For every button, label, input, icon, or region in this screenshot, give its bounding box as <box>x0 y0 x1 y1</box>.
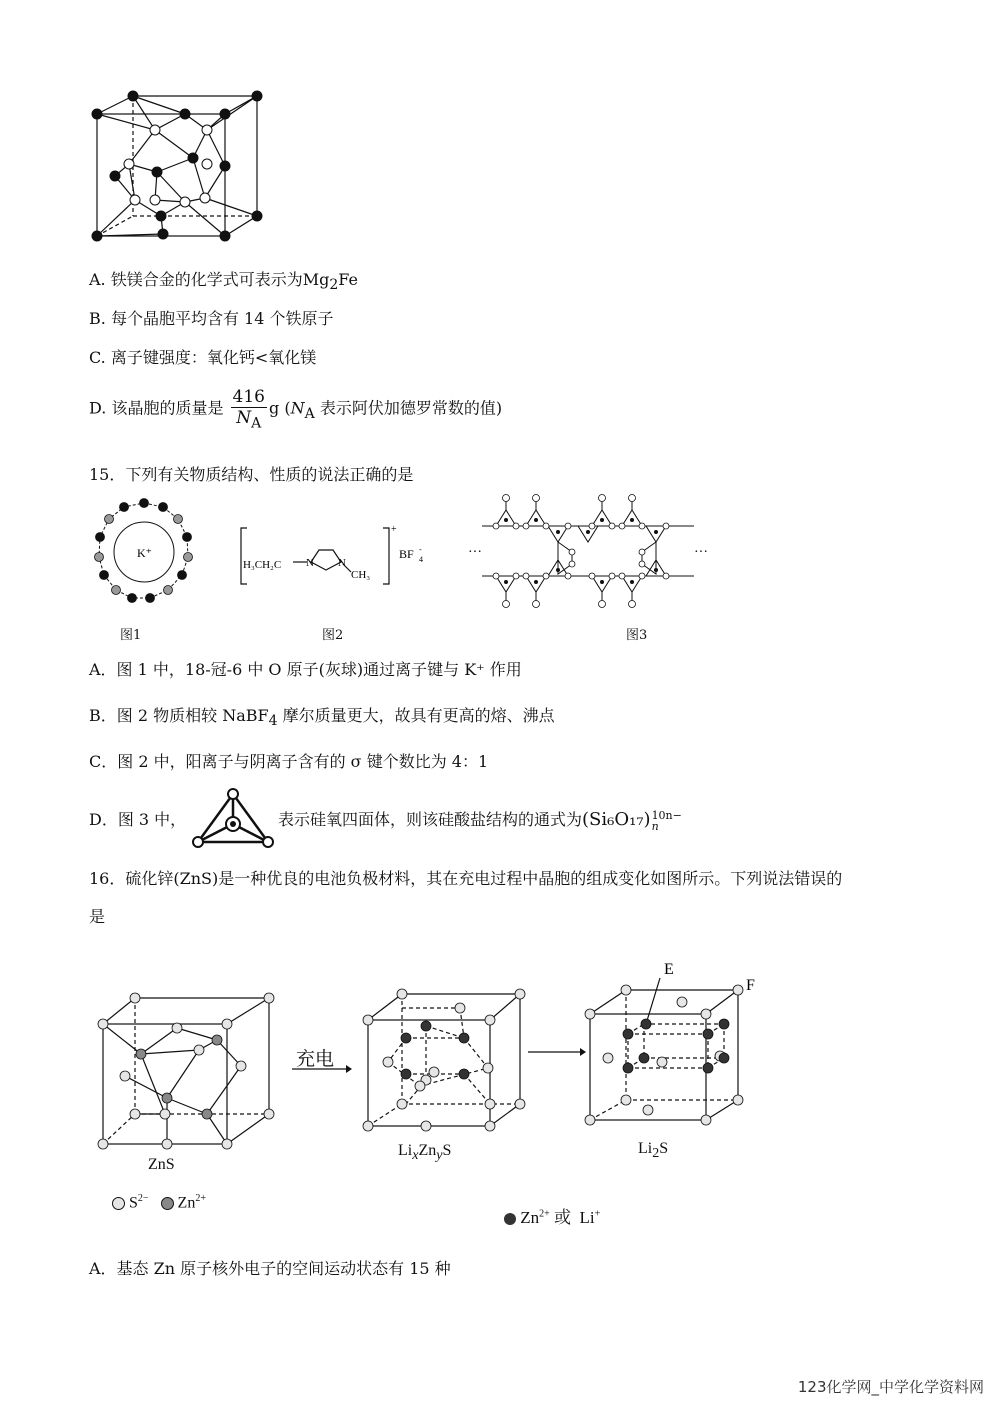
zinc-ion-icon <box>161 1197 174 1210</box>
anion-sup: - <box>419 545 422 554</box>
q15-option-b: B．图 2 物质相较 NaBF$_4$ 摩尔质量更大，故具有更高的熔、沸点 <box>89 706 555 730</box>
lixzny-unit-cell <box>360 986 530 1134</box>
methyl-group-label: CH₃ <box>351 569 371 581</box>
q16-option-a: A．基态 Zn 原子核外电子的空间运动状态有 15 种 <box>89 1259 451 1278</box>
q14-option-c: C. 离子键强度：氧化钙<氧化镁 <box>89 348 317 367</box>
cation-charge: + <box>391 524 397 535</box>
process-arrow-icon <box>526 1045 588 1059</box>
fig1-label: 图1 <box>120 628 142 643</box>
zns-label: ZnS <box>148 1156 175 1173</box>
fig2-label: 图2 <box>322 628 344 643</box>
legend-zns: $S^{2-}$ $Zn^{2+}$ <box>112 1193 206 1212</box>
fig3-label: 图3 <box>626 628 648 643</box>
silicon-oxygen-tetrahedron-icon <box>190 786 276 852</box>
mass-fraction: $\frac{416}{N_A}$ <box>232 387 265 432</box>
potassium-ion-label: K⁺ <box>137 546 152 560</box>
label-f: F <box>746 977 755 994</box>
footer-watermark: 123化学网_中学化学资料网 <box>797 1378 984 1396</box>
q15-option-c: C．图 2 中，阳离子与阴离子含有的 σ 键个数比为 4：1 <box>89 752 489 771</box>
chain-continues-left: ··· <box>468 545 482 560</box>
li2s-unit-cell <box>582 958 782 1130</box>
anion-label: BF <box>399 547 414 561</box>
q16-stem-line1: 16．硫化锌(ZnS)是一种优良的电池负极材料，其在充电过程中晶胞的组成变化如图所示。下列说法错误的 <box>89 869 843 888</box>
zinc-or-lithium-ion-icon <box>504 1213 516 1225</box>
q15-option-d-text: 表示硅氧四面体，则该硅酸盐结构的通式为(Si₆O₁₇) 10n− n <box>278 808 682 833</box>
charge-label: 充电 <box>296 1048 335 1070</box>
iron-magnesium-cell-figure <box>85 84 265 249</box>
q14-option-a: A. 铁镁合金的化学式可表示为$Mg_2Fe$ <box>89 270 358 294</box>
q16-stem-line2: 是 <box>89 907 106 926</box>
crown-ether-figure <box>88 495 200 610</box>
lixzny-label: $Li_xZn_yS$ <box>398 1142 452 1164</box>
chain-continues-right: ··· <box>694 545 708 560</box>
nitrogen-1-label: N <box>306 557 314 569</box>
silicate-chain-figure <box>468 490 716 620</box>
q14-option-d: D. 该晶胞的质量是 $\frac{416}{N_A}$ g ($N_A$ 表示阿伏加德罗常数的值) <box>89 387 503 432</box>
sulfide-ion-icon <box>112 1197 125 1210</box>
nitrogen-2-label: N <box>338 557 346 569</box>
legend-mixed: $Zn^{2+}$ 或 Li+ <box>504 1203 600 1228</box>
q15-option-a: A．图 1 中，18-冠-6 中 O 原子(灰球)通过离子键与 K⁺ 作用 <box>89 660 522 679</box>
q14-option-b: B. 每个晶胞平均含有 14 个铁原子 <box>89 309 334 328</box>
charge-arrow-icon <box>290 1062 354 1076</box>
li2s-label: $Li_2S$ <box>638 1140 669 1162</box>
q15-option-d-prefix: D．图 3 中， <box>89 810 187 829</box>
ethyl-group-label: H₃CH₂C <box>243 559 282 571</box>
label-e: E <box>664 961 674 978</box>
q15-stem: 15．下列有关物质结构、性质的说法正确的是 <box>89 465 414 484</box>
anion-sub: 4 <box>419 555 423 564</box>
ionic-liquid-figure <box>235 520 435 590</box>
zns-unit-cell <box>95 990 285 1152</box>
